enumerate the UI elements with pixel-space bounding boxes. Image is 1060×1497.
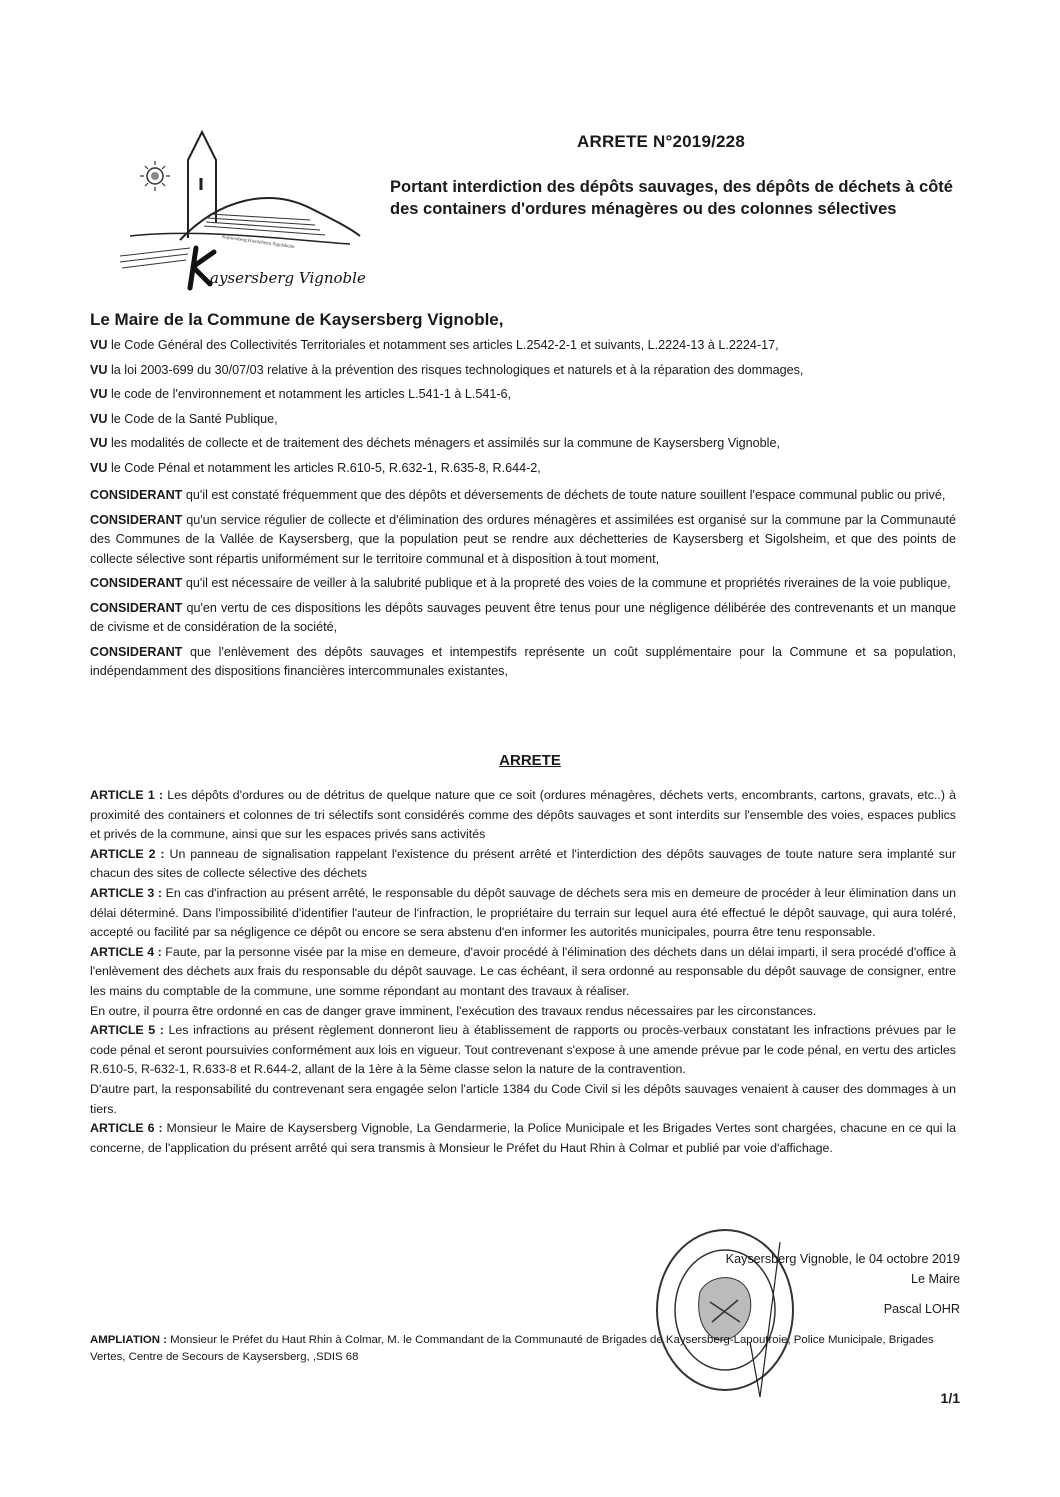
considerant-item: CONSIDERANT qu'il est constaté fréquemment que des dépôts et déversements de déchets de toute nature souillent l'espace communal public ou privé, (90, 488, 946, 502)
svg-text:aysersberg Vignoble: aysersberg Vignoble (210, 269, 366, 287)
vu-item: VU les modalités de collecte et de traitement des déchets ménagers et assimilés sur la commune de Kaysersberg Vignoble, (90, 436, 780, 450)
article-item: ARTICLE 1 : Les dépôts d'ordures ou de détritus de quelque nature que ce soit (ordures ménagères, déchets verts, encombrants, cartons, gravats, etc..) à proximité des containers et colonnes de tri sélectifs sont considérés comme des dépôts sauvages et sont interdits sur l'ensemble des voies, espaces publics et privés de la commune, ainsi que sur les espaces privés sans activités (90, 788, 957, 842)
considerant-item: CONSIDERANT qu'il est nécessaire de veiller à la salubrité publique et à la propreté des voies de la commune et propriétés riveraines de la voie publique, (90, 576, 951, 590)
arrete-number: ARRETE N°2019/228 (577, 132, 745, 151)
logo-small-text: Kaysersberg Kientzheim Sigolsheim (221, 235, 295, 251)
articles-list (90, 786, 956, 1158)
vu-list (90, 336, 956, 483)
considerant-list (90, 486, 956, 687)
considerant-item: CONSIDERANT qu'en vertu de ces dispositions les dépôts sauvages peuvent être tenus pour une négligence délibérée des contrevenants et un manque de civisme et de considération de la société, (90, 600, 956, 634)
arrete-heading: ARRETE (499, 752, 561, 769)
municipal-seal-stamp-icon (650, 1222, 800, 1400)
vu-item: VU le Code Pénal et notamment les articles R.610-5, R.632-1, R.635-8, R.644-2, (90, 460, 541, 475)
article-item: ARTICLE 5 : Les infractions au présent règlement donneront lieu à établissement de rapports ou procès-verbaux constatant les infractions prévues par le code pénal et seront poursuivies conformément aux lois en vigueur. Tout contrevenant s'expose à une amende prévue par le code pénal, en vertu des articles R.610-5, R-632-1, R.633-8 et R.644-2, allant de la 1ère à la 5ème classe selon la nature de la contravention. (90, 1023, 956, 1077)
article-item: ARTICLE 4 : Faute, par la personne visée par la mise en demeure, d'avoir procédé à l'élimination des déchets dans un délai imparti, il sera procédé d'office à l'enlèvement des déchets aux frais du responsable du dépôt sauvage. Le cas échéant, il sera ordonné au responsable du dépôt sauvage de consigner, entre les mains du comptable de la commune, une somme répondant au montant des travaux à réaliser. (90, 944, 956, 998)
article-item: D'autre part, la responsabilité du contrevenant sera engagée selon l'article 1384 du Code Civil si les dépôts sauvages venaient à causer des dommages à un tiers. (90, 1081, 956, 1116)
considerant-item: CONSIDERANT que l'enlèvement des dépôts sauvages et intempestifs représente un coût supplémentaire pour la Commune et sa population, indépendamment des dispositions financières intercommunales existantes, (90, 644, 956, 678)
page-number: 1/1 (940, 1390, 960, 1406)
vu-item: VU la loi 2003-699 du 30/07/03 relative à la prévention des risques technologiques et naturels et à la réparation des dommages, (90, 362, 804, 377)
kaysersberg-vignoble-logo (110, 128, 370, 296)
mayor-heading: Le Maire de la Commune de Kaysersberg Vignoble, (90, 310, 504, 329)
article-item: ARTICLE 3 : En cas d'infraction au présent arrêté, le responsable du dépôt sauvage de déchets sera mis en demeure de procéder à leur élimination dans un délai déterminé. Dans l'impossibilité d'identifier l'auteur de l'infraction, le propriétaire du terrain sur lequel aura été effectué le dépôt sauvage, qui aura toléré, accepté ou facilité par sa négligence ce dépôt ou encore se sera abstenu d'en informer les autorités municipales, pourra être tenu responsable. (90, 885, 957, 940)
signature-role: Le Maire (911, 1272, 960, 1286)
signature-name: Pascal LOHR (883, 1302, 960, 1316)
vu-item: VU le Code de la Santé Publique, (90, 411, 278, 426)
article-item: ARTICLE 2 : Un panneau de signalisation rappelant l'existence du présent arrêté et l'interdiction des dépôts sauvages de toute nature sera implanté sur chacun des sites de collecte sélective des déchets (90, 846, 956, 881)
article-item: En outre, il pourra être ordonné en cas de danger grave imminent, l'exécution des travaux rendus nécessaires par les circonstances. (90, 1003, 817, 1018)
church-vineyard-logo-icon (110, 128, 370, 296)
vu-item: VU le Code Général des Collectivités Territoriales et notamment ses articles L.2542-2-1 et suivants, L.2224-13 à L.2224-17, (90, 338, 779, 352)
signature-place-date: Kaysersberg Vignoble, le 04 octobre 2019 (725, 1252, 960, 1266)
ampliation: AMPLIATION : Monsieur le Préfet du Haut Rhin à Colmar, M. le Commandant de la Communauté de Brigades de Kaysersberg-Lapoutroie, Police Municipale, Brigades Vertes, Centre de Secours de Kaysersberg, ,SDIS 68 (90, 1334, 934, 1363)
arrete-subtitle: Portant interdiction des dépôts sauvages, des dépôts de déchets à côté des containers d'ordures ménagères ou des colonnes sélectives (390, 178, 953, 218)
vu-item: VU le code de l'environnement et notamment les articles L.541-1 à L.541-6, (90, 387, 512, 401)
article-item: ARTICLE 6 : Monsieur le Maire de Kaysersberg Vignoble, La Gendarmerie, la Police Municipale et les Brigades Vertes sont chargées, chacune en ce qui la concerne, de l'application du présent arrêté qui sera transmis à Monsieur le Préfet du Haut Rhin à Colmar et publié par voie d'affichage. (90, 1121, 956, 1155)
considerant-item: CONSIDERANT qu'un service régulier de collecte et d'élimination des ordures ménagères et assimilées est organisé sur la commune par la Communauté des Communes de la Vallée de Kaysersberg, que la population peut se rendre aux déchetteries de Kaysersberg et Sigolsheim, et que des points de collecte sélective sont répartis uniformément sur le territoire communal et à disposition à tout moment, (90, 512, 956, 566)
